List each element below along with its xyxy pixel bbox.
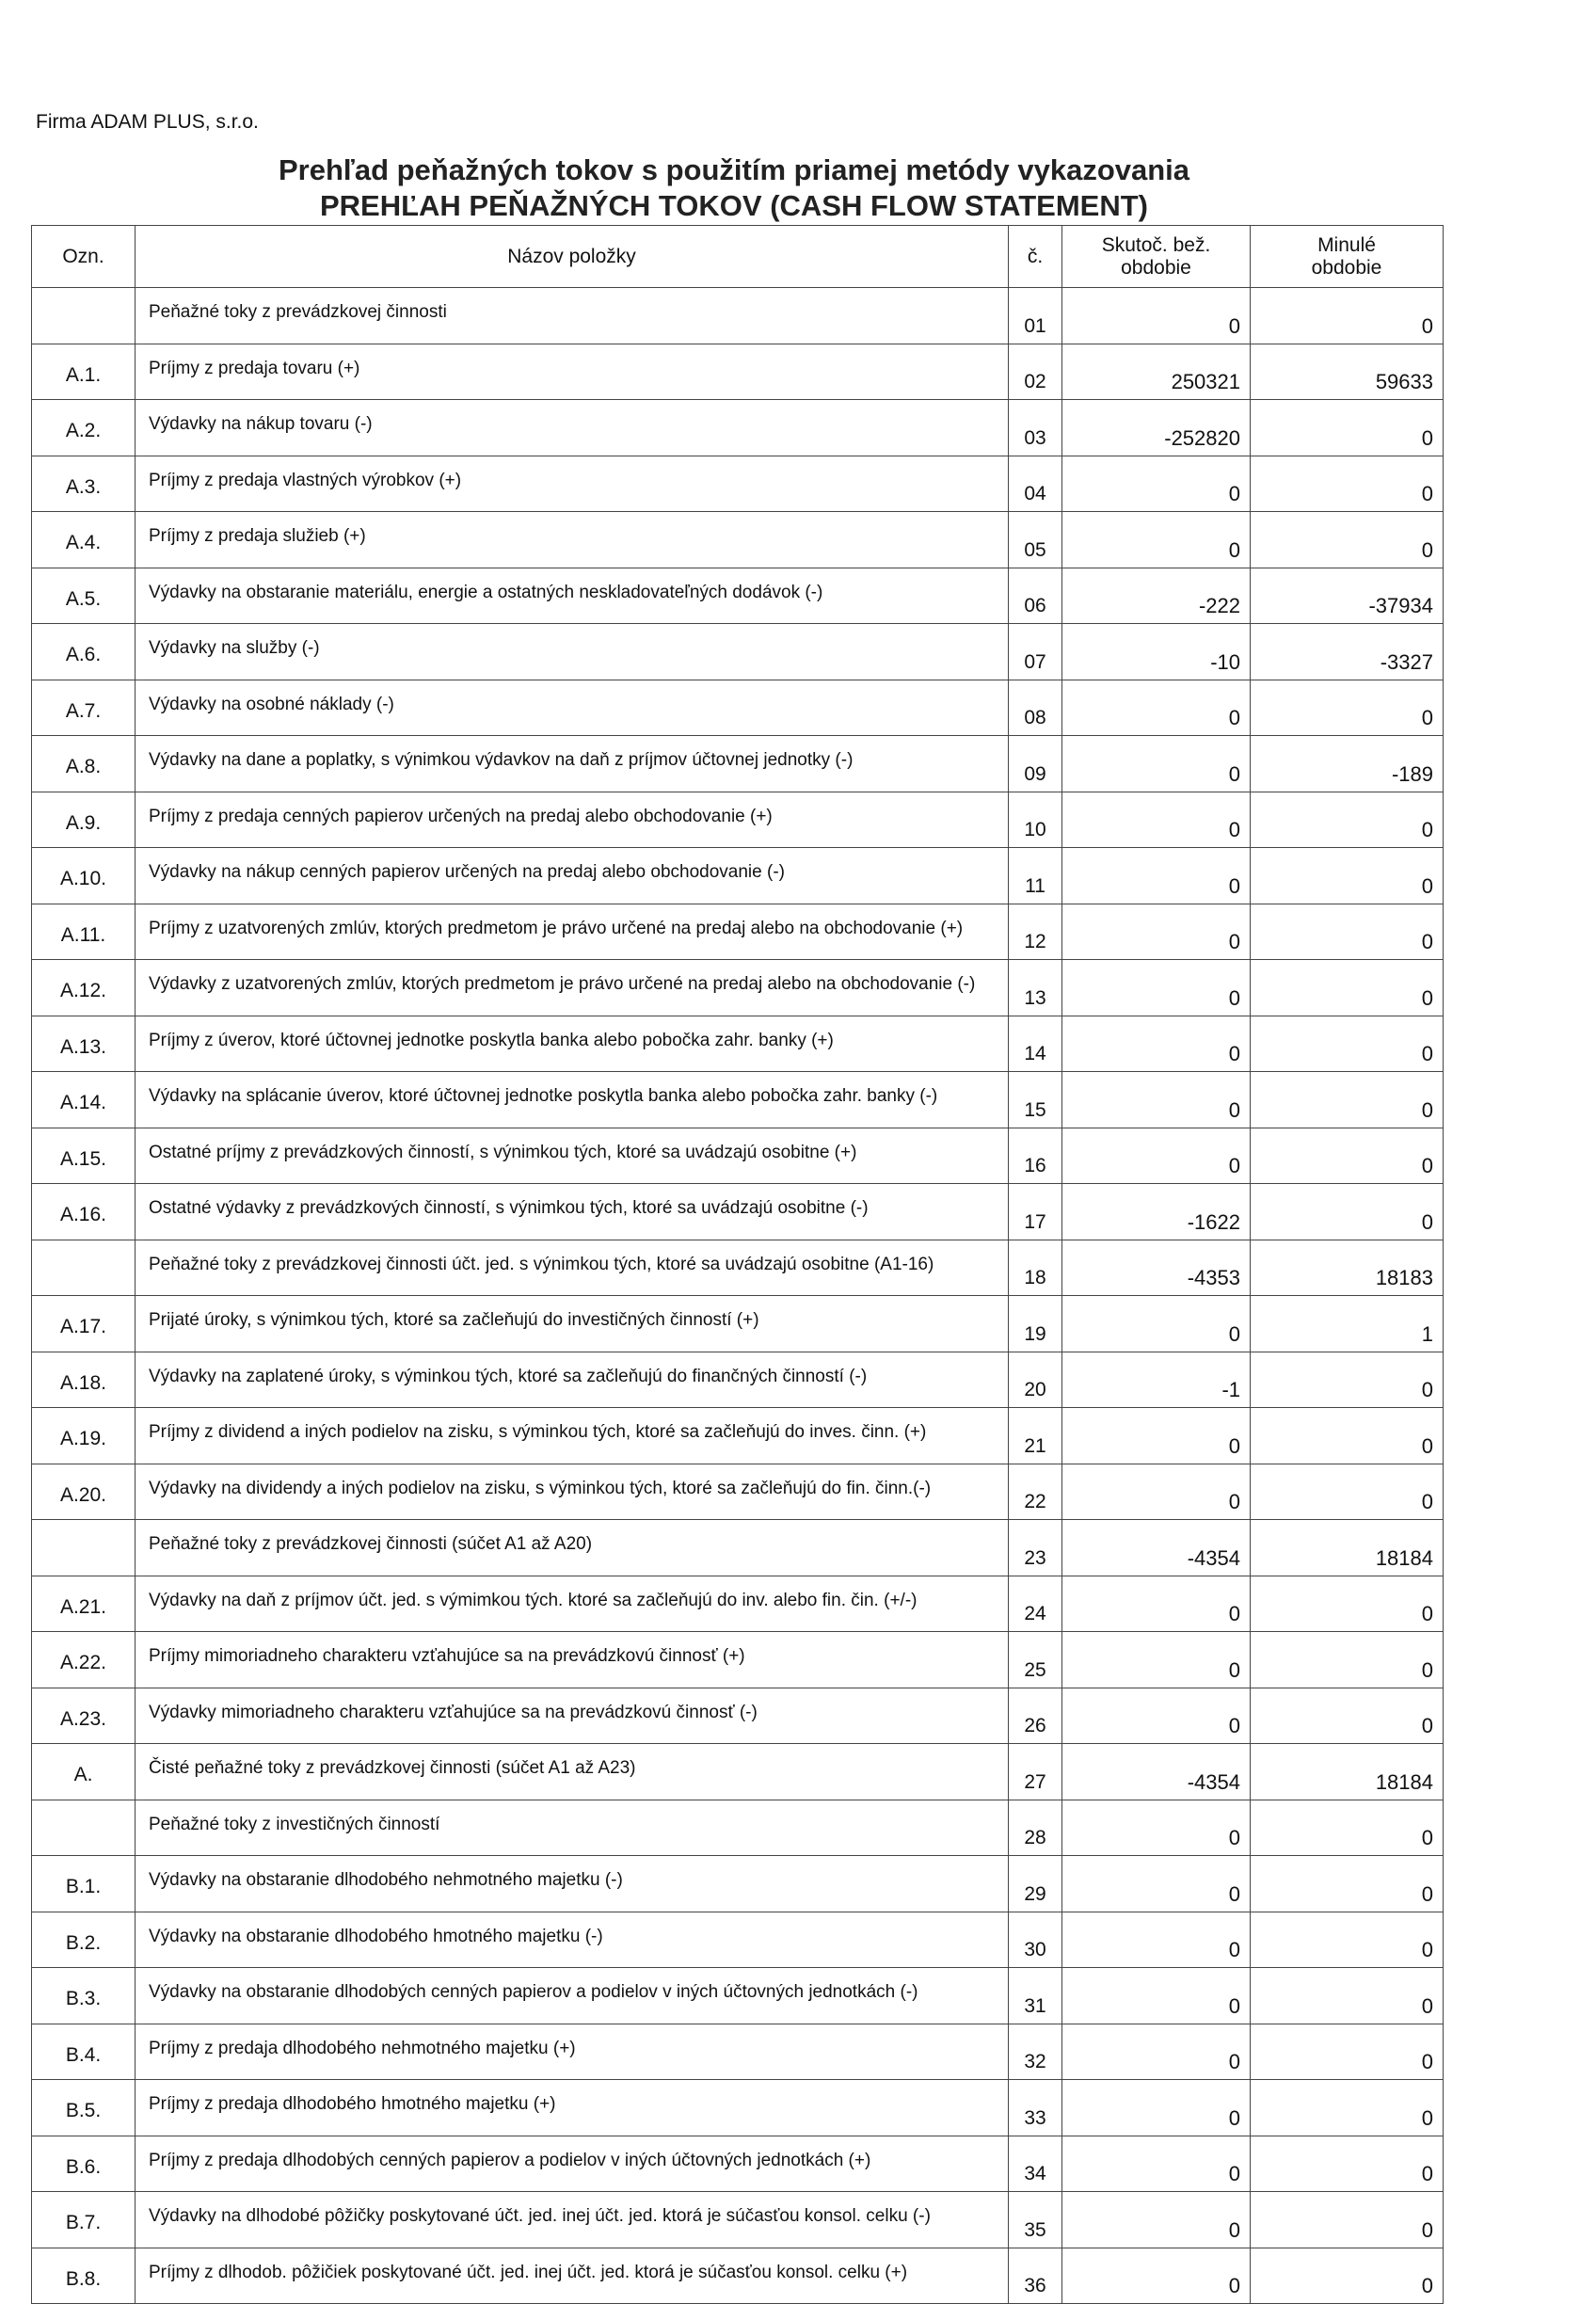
cell-num: 27: [1009, 1744, 1062, 1800]
cell-name: Výdavky na dane a poplatky, s výnimkou výdavkov na daň z príjmov účtovnej jednotky (-): [136, 736, 1009, 792]
table-header-row: [32, 226, 1444, 288]
table-row: [32, 1520, 1444, 1576]
cell-current: 0: [1062, 456, 1251, 512]
table-row: [32, 1800, 1444, 1856]
cell-num: 02: [1009, 344, 1062, 400]
cell-ozn: B.2.: [32, 1912, 136, 1968]
cell-ozn: A.14.: [32, 1072, 136, 1128]
cell-current: 0: [1062, 1296, 1251, 1352]
table-row: [32, 1688, 1444, 1744]
column-header-previous: Minulé obdobie: [1251, 226, 1444, 288]
cell-current: 0: [1062, 1912, 1251, 1968]
cell-previous: 0: [1251, 960, 1444, 1016]
cell-ozn: A.4.: [32, 512, 136, 568]
cell-name: Príjmy z predaja služieb (+): [136, 512, 1009, 568]
cell-current: 0: [1062, 2136, 1251, 2192]
cell-name: Výdavky na nákup tovaru (-): [136, 400, 1009, 456]
table-row: [32, 1408, 1444, 1464]
cell-ozn: B.8.: [32, 2248, 136, 2304]
cell-num: 07: [1009, 624, 1062, 680]
cell-current: 0: [1062, 904, 1251, 960]
cell-ozn: A.20.: [32, 1464, 136, 1520]
cell-current: 0: [1062, 2080, 1251, 2136]
cell-current: 0: [1062, 1800, 1251, 1856]
cell-current: -222: [1062, 568, 1251, 624]
cell-current: 0: [1062, 1464, 1251, 1520]
document-title: Prehľad peňažných tokov s použitím priamej metódy vykazovania: [278, 153, 1190, 186]
table-row: [32, 848, 1444, 904]
cell-num: 04: [1009, 456, 1062, 512]
cell-num: 11: [1009, 848, 1062, 904]
table-row: [32, 792, 1444, 848]
cell-num: 36: [1009, 2248, 1062, 2304]
table-row: [32, 2192, 1444, 2248]
cell-num: 22: [1009, 1464, 1062, 1520]
table-row: [32, 456, 1444, 512]
cell-name: Peňažné toky z prevádzkovej činnosti účt. jed. s výnimkou tých, ktoré sa uvádzajú osobitne (A1-16): [136, 1240, 1009, 1296]
cell-previous: 0: [1251, 1352, 1444, 1408]
cell-name: Výdavky na daň z príjmov účt. jed. s výmimkou tých. ktoré sa začleňujú do inv. alebo fin. čin. (+/-): [136, 1576, 1009, 1632]
cell-previous: 0: [1251, 792, 1444, 848]
cell-ozn: A.18.: [32, 1352, 136, 1408]
cell-previous: 0: [1251, 1576, 1444, 1632]
cell-num: 05: [1009, 512, 1062, 568]
cell-ozn: A.: [32, 1744, 136, 1800]
cell-current: 0: [1062, 680, 1251, 736]
table-row: [32, 1016, 1444, 1072]
table-row: [32, 2024, 1444, 2080]
cell-current: 0: [1062, 1856, 1251, 1912]
cell-previous: 0: [1251, 848, 1444, 904]
table-row: [32, 960, 1444, 1016]
table-row: [32, 1128, 1444, 1184]
cell-ozn: A.23.: [32, 1688, 136, 1744]
cell-num: 23: [1009, 1520, 1062, 1576]
cell-current: 0: [1062, 1128, 1251, 1184]
column-header-name: Názov položky: [136, 226, 1009, 288]
column-header-num: č.: [1009, 226, 1062, 288]
cell-current: 0: [1062, 1688, 1251, 1744]
cell-name: Výdavky na dlhodobé pôžičky poskytované účt. jed. inej účt. jed. ktorá je súčasťou konsol. celku (-): [136, 2192, 1009, 2248]
cell-name: Výdavky na splácanie úverov, ktoré účtovnej jednotke poskytla banka alebo pobočka zahr. banky (-): [136, 1072, 1009, 1128]
cell-previous: 18183: [1251, 1240, 1444, 1296]
cell-num: 24: [1009, 1576, 1062, 1632]
cell-current: -4353: [1062, 1240, 1251, 1296]
table-row: [32, 904, 1444, 960]
cell-previous: 0: [1251, 1184, 1444, 1240]
cell-current: 0: [1062, 1072, 1251, 1128]
cell-previous: 0: [1251, 1072, 1444, 1128]
cell-name: Príjmy z predaja vlastných výrobkov (+): [136, 456, 1009, 512]
cell-current: 250321: [1062, 344, 1251, 400]
cell-current: 0: [1062, 1016, 1251, 1072]
cell-previous: 0: [1251, 1912, 1444, 1968]
cell-previous: 18184: [1251, 1744, 1444, 1800]
cell-num: 15: [1009, 1072, 1062, 1128]
table-row: [32, 1968, 1444, 2024]
cell-ozn: B.5.: [32, 2080, 136, 2136]
table-body: [32, 288, 1444, 2304]
cell-name: Príjmy z uzatvorených zmlúv, ktorých predmetom je právo určené na predaj alebo na obchodovanie (+): [136, 904, 1009, 960]
cell-current: 0: [1062, 848, 1251, 904]
table-row: [32, 1296, 1444, 1352]
cell-previous: 18184: [1251, 1520, 1444, 1576]
cell-name: Príjmy z predaja dlhodobého hmotného majetku (+): [136, 2080, 1009, 2136]
cell-ozn: A.9.: [32, 792, 136, 848]
cell-num: 08: [1009, 680, 1062, 736]
cell-num: 16: [1009, 1128, 1062, 1184]
cell-num: 09: [1009, 736, 1062, 792]
company-name: Firma ADAM PLUS, s.r.o.: [36, 111, 259, 133]
table-row: [32, 1744, 1444, 1800]
cell-name: Výdavky na obstaranie materiálu, energie a ostatných neskladovateľných dodávok (-): [136, 568, 1009, 624]
cell-current: 0: [1062, 2024, 1251, 2080]
cell-name: Výdavky na nákup cenných papierov určených na predaj alebo obchodovanie (-): [136, 848, 1009, 904]
cell-previous: 0: [1251, 1632, 1444, 1688]
table-row: [32, 1240, 1444, 1296]
table-row: [32, 344, 1444, 400]
cell-current: 0: [1062, 792, 1251, 848]
cell-num: 19: [1009, 1296, 1062, 1352]
cell-num: 31: [1009, 1968, 1062, 2024]
cell-name: Výdavky na obstaranie dlhodobého hmotného majetku (-): [136, 1912, 1009, 1968]
cell-ozn: A.21.: [32, 1576, 136, 1632]
cell-name: Výdavky na služby (-): [136, 624, 1009, 680]
column-header-current: Skutoč. bež. obdobie: [1062, 226, 1251, 288]
cell-ozn: [32, 288, 136, 344]
cell-name: Výdavky na dividendy a iných podielov na zisku, s výminkou tých, ktoré sa začleňujú do fin. činn.(-): [136, 1464, 1009, 1520]
cell-previous: 0: [1251, 2248, 1444, 2304]
cell-name: Výdavky z uzatvorených zmlúv, ktorých predmetom je právo určené na predaj alebo na obchodovanie (-): [136, 960, 1009, 1016]
cell-current: 0: [1062, 736, 1251, 792]
cell-previous: 59633: [1251, 344, 1444, 400]
cell-num: 25: [1009, 1632, 1062, 1688]
cell-current: 0: [1062, 2248, 1251, 2304]
cell-name: Príjmy z predaja cenných papierov určených na predaj alebo obchodovanie (+): [136, 792, 1009, 848]
cell-previous: 0: [1251, 2024, 1444, 2080]
cell-ozn: B.3.: [32, 1968, 136, 2024]
cell-num: 01: [1009, 288, 1062, 344]
cell-current: 0: [1062, 960, 1251, 1016]
cell-name: Príjmy z dividend a iných podielov na zisku, s výminkou tých, ktoré sa začleňujú do inves. činn. (+): [136, 1408, 1009, 1464]
cell-ozn: A.11.: [32, 904, 136, 960]
cell-num: 20: [1009, 1352, 1062, 1408]
table-row: [32, 1856, 1444, 1912]
table-row: [32, 512, 1444, 568]
table-row: [32, 1576, 1444, 1632]
cell-name: Peňažné toky z investičných činností: [136, 1800, 1009, 1856]
cell-current: -1622: [1062, 1184, 1251, 1240]
cell-name: Príjmy z úverov, ktoré účtovnej jednotke poskytla banka alebo pobočka zahr. banky (+): [136, 1016, 1009, 1072]
cell-name: Príjmy z predaja dlhodobého nehmotného majetku (+): [136, 2024, 1009, 2080]
cell-num: 13: [1009, 960, 1062, 1016]
cell-num: 03: [1009, 400, 1062, 456]
table-row: [32, 1352, 1444, 1408]
table-row: [32, 2136, 1444, 2192]
cell-num: 34: [1009, 2136, 1062, 2192]
cell-num: 17: [1009, 1184, 1062, 1240]
table-row: [32, 736, 1444, 792]
cell-ozn: A.17.: [32, 1296, 136, 1352]
cell-num: 06: [1009, 568, 1062, 624]
cell-current: 0: [1062, 1408, 1251, 1464]
cell-current: -252820: [1062, 400, 1251, 456]
cell-num: 29: [1009, 1856, 1062, 1912]
cell-ozn: A.13.: [32, 1016, 136, 1072]
cell-ozn: A.1.: [32, 344, 136, 400]
cell-previous: 0: [1251, 904, 1444, 960]
cell-ozn: A.3.: [32, 456, 136, 512]
cell-current: 0: [1062, 512, 1251, 568]
cell-previous: -189: [1251, 736, 1444, 792]
cell-ozn: A.16.: [32, 1184, 136, 1240]
cell-previous: 0: [1251, 1968, 1444, 2024]
table-row: [32, 2248, 1444, 2304]
cell-ozn: A.7.: [32, 680, 136, 736]
cash-flow-table: [31, 225, 1444, 2304]
cell-name: Peňažné toky z prevádzkovej činnosti: [136, 288, 1009, 344]
cell-num: 32: [1009, 2024, 1062, 2080]
cell-name: Príjmy z predaja tovaru (+): [136, 344, 1009, 400]
cell-num: 33: [1009, 2080, 1062, 2136]
cell-ozn: A.22.: [32, 1632, 136, 1688]
cell-previous: 0: [1251, 1464, 1444, 1520]
cell-name: Ostatné príjmy z prevádzkových činností, s výnimkou tých, ktoré sa uvádzajú osobitne (+): [136, 1128, 1009, 1184]
table-row: [32, 288, 1444, 344]
cell-ozn: [32, 1520, 136, 1576]
table-row: [32, 680, 1444, 736]
cell-current: 0: [1062, 1968, 1251, 2024]
cell-previous: -37934: [1251, 568, 1444, 624]
cell-current: -4354: [1062, 1520, 1251, 1576]
cell-num: 14: [1009, 1016, 1062, 1072]
cell-ozn: [32, 1800, 136, 1856]
cell-previous: 0: [1251, 2192, 1444, 2248]
cell-num: 28: [1009, 1800, 1062, 1856]
cell-previous: 0: [1251, 1408, 1444, 1464]
cell-ozn: B.1.: [32, 1856, 136, 1912]
cell-ozn: A.19.: [32, 1408, 136, 1464]
cell-name: Výdavky mimoriadneho charakteru vzťahujúce sa na prevádzkovú činnosť (-): [136, 1688, 1009, 1744]
cell-num: 12: [1009, 904, 1062, 960]
table-row: [32, 1184, 1444, 1240]
table-row: [32, 624, 1444, 680]
cell-num: 21: [1009, 1408, 1062, 1464]
cell-previous: 0: [1251, 1128, 1444, 1184]
cell-ozn: A.12.: [32, 960, 136, 1016]
cell-name: Príjmy z predaja dlhodobých cenných papierov a podielov v iných účtovných jednotkách (+): [136, 2136, 1009, 2192]
cell-previous: 0: [1251, 288, 1444, 344]
cell-name: Ostatné výdavky z prevádzkových činností, s výnimkou tých, ktoré sa uvádzajú osobitne (-): [136, 1184, 1009, 1240]
cell-name: Peňažné toky z prevádzkovej činnosti (súčet A1 až A20): [136, 1520, 1009, 1576]
table-row: [32, 400, 1444, 456]
cell-previous: 1: [1251, 1296, 1444, 1352]
table-row: [32, 1072, 1444, 1128]
document-subtitle: PREHĽAH PEŇAŽNÝCH TOKOV (CASH FLOW STATEMENT): [319, 189, 1149, 222]
cell-name: Čisté peňažné toky z prevádzkovej činnosti (súčet A1 až A23): [136, 1744, 1009, 1800]
cell-ozn: A.10.: [32, 848, 136, 904]
cell-current: 0: [1062, 1632, 1251, 1688]
cell-ozn: [32, 1240, 136, 1296]
cell-ozn: B.6.: [32, 2136, 136, 2192]
cell-name: Výdavky na obstaranie dlhodobých cenných papierov a podielov v iných účtovných jednotkách (-): [136, 1968, 1009, 2024]
cell-previous: 0: [1251, 512, 1444, 568]
cell-current: 0: [1062, 1576, 1251, 1632]
cell-name: Výdavky na zaplatené úroky, s výminkou tých, ktoré sa začleňujú do finančných činností (-): [136, 1352, 1009, 1408]
table-row: [32, 1912, 1444, 1968]
cell-current: -4354: [1062, 1744, 1251, 1800]
cell-current: -1: [1062, 1352, 1251, 1408]
cell-ozn: B.7.: [32, 2192, 136, 2248]
cell-name: Prijaté úroky, s výnimkou tých, ktoré sa začleňujú do investičných činností (+): [136, 1296, 1009, 1352]
cell-previous: -3327: [1251, 624, 1444, 680]
cell-ozn: A.8.: [32, 736, 136, 792]
cell-name: Príjmy z dlhodob. pôžičiek poskytované účt. jed. inej účt. jed. ktorá je súčasťou konsol. celku (+): [136, 2248, 1009, 2304]
cell-num: 18: [1009, 1240, 1062, 1296]
cell-ozn: A.6.: [32, 624, 136, 680]
cell-num: 10: [1009, 792, 1062, 848]
column-header-ozn: Ozn.: [32, 226, 136, 288]
cell-previous: 0: [1251, 1800, 1444, 1856]
cell-previous: 0: [1251, 680, 1444, 736]
cell-ozn: B.4.: [32, 2024, 136, 2080]
cell-previous: 0: [1251, 1688, 1444, 1744]
cell-ozn: A.2.: [32, 400, 136, 456]
cell-current: -10: [1062, 624, 1251, 680]
table-row: [32, 1464, 1444, 1520]
cell-name: Výdavky na obstaranie dlhodobého nehmotného majetku (-): [136, 1856, 1009, 1912]
cell-previous: 0: [1251, 400, 1444, 456]
cell-name: Výdavky na osobné náklady (-): [136, 680, 1009, 736]
cell-num: 30: [1009, 1912, 1062, 1968]
cell-ozn: A.15.: [32, 1128, 136, 1184]
cell-previous: 0: [1251, 2080, 1444, 2136]
table-row: [32, 2080, 1444, 2136]
cell-ozn: A.5.: [32, 568, 136, 624]
cell-previous: 0: [1251, 456, 1444, 512]
table-row: [32, 1632, 1444, 1688]
cell-previous: 0: [1251, 2136, 1444, 2192]
cell-current: 0: [1062, 288, 1251, 344]
table-row: [32, 568, 1444, 624]
cell-num: 26: [1009, 1688, 1062, 1744]
cell-name: Príjmy mimoriadneho charakteru vzťahujúce sa na prevádzkovú činnosť (+): [136, 1632, 1009, 1688]
cell-current: 0: [1062, 2192, 1251, 2248]
cell-num: 35: [1009, 2192, 1062, 2248]
cell-previous: 0: [1251, 1856, 1444, 1912]
cell-previous: 0: [1251, 1016, 1444, 1072]
